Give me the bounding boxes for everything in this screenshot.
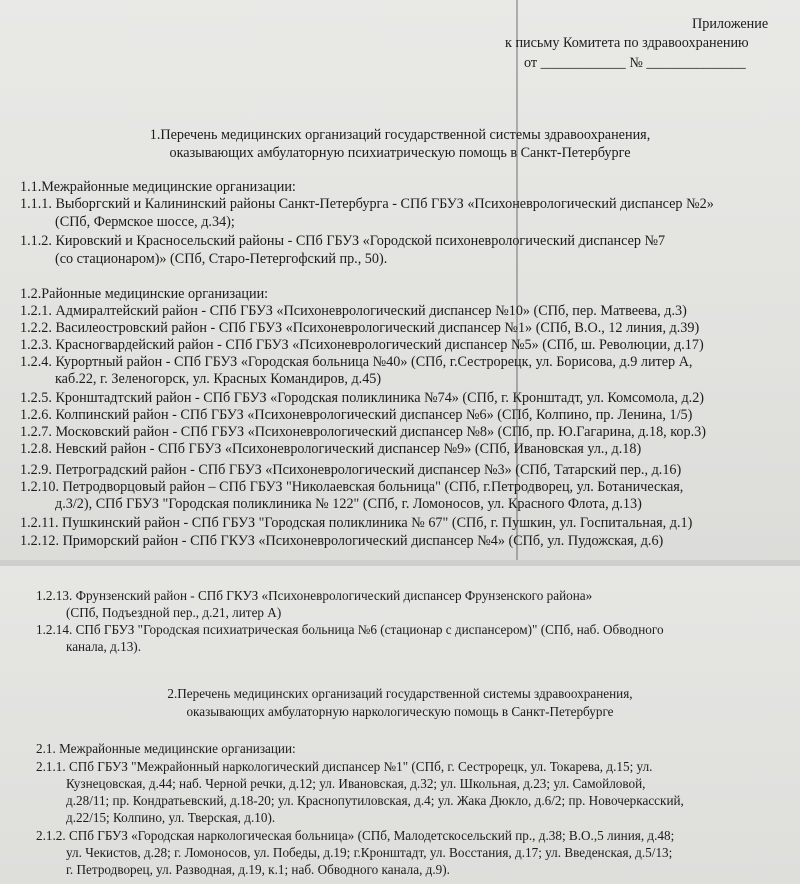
subsection-heading: 1.1.Межрайонные медицинские организации: [20, 179, 296, 195]
list-item: 1.2.7. Московский район - СПб ГБУЗ «Психоневрологический диспансер №8» (СПб, пр. Ю.Гагарина, д.18, кор.3) [20, 424, 706, 440]
list-item: 1.2.8. Невский район - СПб ГБУЗ «Психоневрологический диспансер №9» (СПб, Ивановская ул., д.18) [20, 441, 642, 457]
list-item-cont: г. Петродворец, ул. Разводная, д.19, к.1; наб. Обводного канала, д.9). [66, 862, 450, 877]
list-item: 1.2.9. Петроградский район - СПб ГБУЗ «Психоневрологический диспансер №3» (СПб, Татарский пер., д.16) [20, 462, 682, 478]
list-item-cont: д.3/2), СПб ГБУЗ "Городская поликлиника № 122" (СПб, г. Ломоносов, ул. Красного Флота, д.13) [55, 496, 642, 512]
list-item: 1.2.12. Приморский район - СПб ГКУЗ «Психоневрологический диспансер №4» (СПб, ул. Пудожская, д.6) [20, 533, 664, 549]
section2-title: 2.Перечень медицинских организаций государственной системы здравоохранения, [167, 686, 633, 701]
list-item: 1.2.11. Пушкинский район - СПб ГБУЗ "Городская поликлиника № 67" (СПб, г. Пушкин, ул. Госпитальная, д.1) [20, 515, 693, 531]
list-item-cont: д.22/15; Колпино, ул. Тверская, д.10). [66, 810, 276, 825]
list-item: 1.2.13. Фрунзенский район - СПб ГКУЗ «Психоневрологический диспансер Фрунзенского района» [36, 588, 593, 603]
subsection-heading: 1.2.Районные медицинские организации: [20, 286, 269, 302]
list-item: 1.2.2. Василеостровский район - СПб ГБУЗ «Психоневрологический диспансер №1» (СПб, В.О., 12 линия, д.39) [20, 320, 700, 336]
header-letter: к письму Комитета по здравоохранению [505, 35, 749, 51]
list-item: 1.1.2. Кировский и Красносельский районы - СПб ГБУЗ «Городской психоневрологический диспансер №7 [20, 233, 666, 249]
list-item: 1.2.4. Курортный район - СПб ГБУЗ «Городская больница №40» (СПб, г.Сестрорецк, ул. Борисова, д.9 литер А, [20, 354, 693, 370]
list-item: 1.2.14. СПб ГБУЗ "Городская психиатрическая больница №6 (стационар с диспансером)" (СПб, наб. Обводного [36, 622, 664, 637]
list-item: 1.1.1. Выборгский и Калининский районы Санкт-Петербурга - СПб ГБУЗ «Психоневрологический диспансер №2» [20, 196, 714, 212]
list-item: 1.2.6. Колпинский район - СПб ГБУЗ «Психоневрологический диспансер №6» (СПб, Колпино, пр. Ленина, 1/5) [20, 407, 693, 423]
subsection-heading: 2.1. Межрайонные медицинские организации: [36, 741, 296, 756]
list-item: 1.2.5. Кронштадтский район - СПб ГБУЗ «Городская поликлиника №74» (СПб, г. Кронштадт, ул. Комсомола, д.2) [20, 390, 705, 406]
list-item-cont: д.28/11; пр. Кондратьевский, д.18-20; ул. Краснопутиловская, д.4; ул. Жака Дюкло, д.6/2; пр. Новочеркасский, [66, 793, 684, 808]
document-page-2 [0, 566, 800, 884]
header-appendix: Приложение [692, 16, 769, 32]
list-item-cont: (СПб, Фермское шоссе, д.34); [55, 214, 235, 230]
list-item: 1.2.1. Адмиралтейский район - СПб ГБУЗ «Психоневрологический диспансер №10» (СПб, пер. Матвеева, д.3) [20, 303, 687, 319]
list-item: 2.1.1. СПб ГБУЗ "Межрайонный наркологический диспансер №1" (СПб, г. Сестрорецк, ул. Токарева, д.15; ул. [36, 759, 653, 774]
section1-title: 1.Перечень медицинских организаций государственной системы здравоохранения, [149, 127, 651, 143]
list-item-cont: (СПб, Подъездной пер., д.21, литер А) [66, 605, 282, 620]
list-item: 1.2.3. Красногвардейский район - СПб ГБУЗ «Психоневрологический диспансер №5» (СПб, ш. Революции, д.17) [20, 337, 704, 353]
header-date-number: от ____________ № ______________ [524, 55, 746, 71]
section1-subtitle: оказывающих амбулаторную психиатрическую помощь в Санкт-Петербурге [169, 145, 631, 161]
list-item-cont: ул. Чекистов, д.28; г. Ломоносов, ул. Победы, д.19; г.Кронштадт, ул. Восстания, д.17; ул. Введенская, д.5/13; [66, 845, 673, 860]
list-item-cont: Кузнецовская, д.44; наб. Черной речки, д.12; ул. Ивановская, д.32; ул. Школьная, д.23; ул. Самойловой, [66, 776, 646, 791]
list-item: 2.1.2. СПб ГБУЗ «Городская наркологическая больница» (СПб, Малодетскосельский пр., д.38; В.О.,5 линия, д.48; [36, 828, 675, 843]
list-item-cont: каб.22, г. Зеленогорск, ул. Красных Командиров, д.45) [55, 371, 382, 387]
list-item-cont: канала, д.13). [66, 639, 141, 654]
section2-subtitle: оказывающих амбулаторную наркологическую помощь в Санкт-Петербурге [186, 704, 614, 719]
list-item-cont: (со стационаром)» (СПб, Старо-Петергофский пр., 50). [55, 251, 388, 267]
list-item: 1.2.10. Петродворцовый район – СПб ГБУЗ "Николаевская больница" (СПб, г.Петродворец, ул. Ботаническая, [20, 479, 684, 495]
